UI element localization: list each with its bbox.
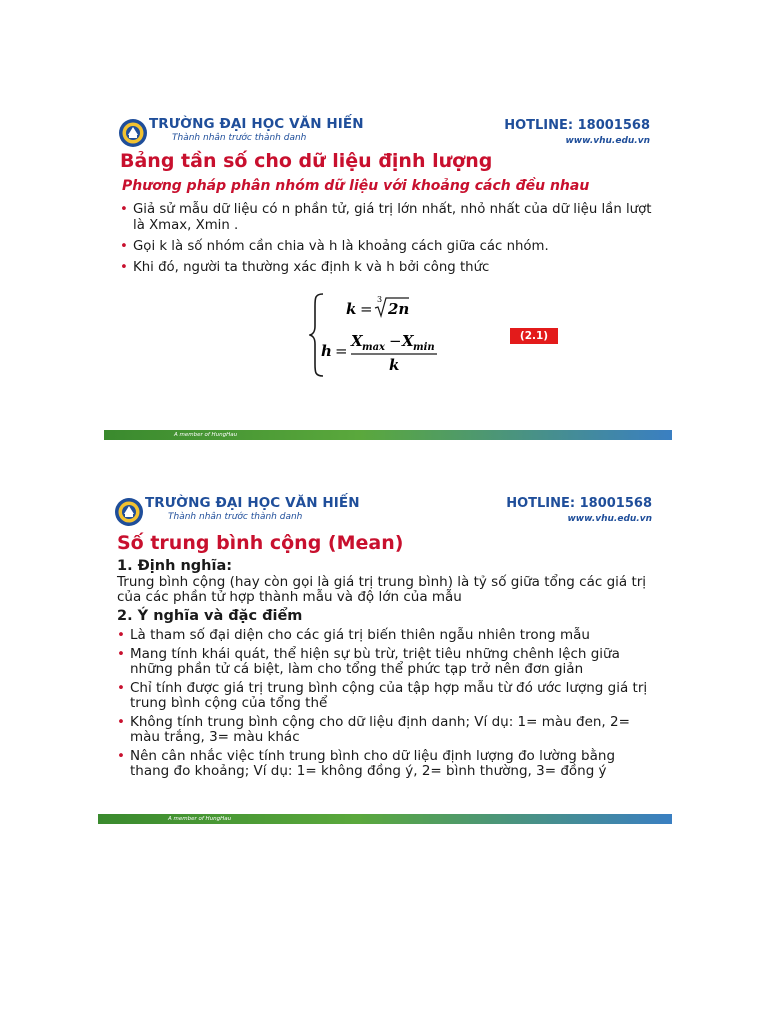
formula-root-radicand: 2n: [388, 300, 410, 318]
footer-bar: [98, 814, 672, 824]
formula-sub-b: min: [413, 342, 435, 353]
formula-equals-1: =: [360, 300, 373, 318]
university-name: TRƯỜNG ĐẠI HỌC VĂN HIẾN: [149, 116, 364, 132]
university-name: TRƯỜNG ĐẠI HỌC VĂN HIẾN: [145, 495, 360, 511]
slide-subtitle: Phương pháp phân nhóm dữ liệu với khoảng cách đều nhau: [122, 178, 590, 194]
hotline: HOTLINE: 18001568: [504, 118, 650, 133]
formula-numerator-b: X: [402, 332, 414, 350]
website-link[interactable]: www.vhu.edu.vn: [567, 514, 652, 524]
curly-brace: [310, 294, 323, 376]
bullet-item: • Không tính trung bình cộng cho dữ liệu định danh; Ví dụ: 1= màu đen, 2= màu trắng, 3= màu khác: [117, 715, 655, 746]
bullet-item: • Chỉ tính được giá trị trung bình cộng của tập hợp mẫu từ đó ước lượng giá trị trung bình cộng của tổng thể: [117, 681, 655, 712]
slide-title: Số trung bình cộng (Mean): [117, 532, 404, 554]
bullet-item: • Mang tính khái quát, thể hiện sự bù trừ, triệt tiêu những chênh lệch giữa những phần tử cá biệt, làm cho tổng thể phức tạp trở nên đơn giản: [117, 647, 655, 678]
bullet-item: • Gọi k là số nhóm cần chia và h là khoảng cách giữa các nhóm.: [120, 239, 660, 255]
formula-h-lhs: h: [321, 342, 332, 360]
university-logo-icon: [118, 118, 148, 148]
bullet-item: • Nên cân nhắc việc tính trung bình cho dữ liệu định lượng đo lường bằng thang đo khoảng; Ví dụ: 1= không đồng ý, 2= bình thường, 3= đồng ý: [117, 749, 655, 780]
hotline: HOTLINE: 18001568: [506, 496, 652, 511]
equation-label: (2.1): [510, 328, 558, 344]
university-slogan: Thành nhân trước thành danh: [168, 512, 303, 522]
slide-1: [104, 112, 672, 442]
bullet-list: [120, 202, 660, 281]
definition-text: Trung bình cộng (hay còn gọi là giá trị trung bình) là tỷ số giữa tổng các giá trị của các phần tử hợp thành mẫu và độ lớn của mẫu: [117, 574, 647, 605]
formula-denominator: k: [389, 356, 400, 374]
university-logo-icon: [114, 497, 144, 527]
website-link[interactable]: www.vhu.edu.vn: [565, 136, 650, 146]
formula-numerator-a: X: [351, 332, 363, 350]
bullet-item: • Là tham số đại diện cho các giá trị biến thiên ngẫu nhiên trong mẫu: [117, 628, 655, 644]
footer-text: A member of HungHau: [168, 816, 232, 822]
formula-sub-a: max: [362, 342, 386, 353]
footer-text: A member of HungHau: [174, 432, 238, 438]
bullet-item: • Giả sử mẫu dữ liệu có n phần tử, giá trị lớn nhất, nhỏ nhất của dữ liệu lần lượt là Xmax, Xmin .: [120, 202, 660, 234]
formula-k-lhs: k: [346, 300, 357, 318]
footer-bar: [104, 430, 672, 440]
formula-equals-2: =: [335, 342, 348, 360]
section-heading-definition: 1. Định nghĩa:: [117, 558, 233, 574]
slide-2: [98, 490, 672, 824]
bullet-item: • Khi đó, người ta thường xác định k và h bởi công thức: [120, 260, 660, 276]
section-heading-meaning: 2. Ý nghĩa và đặc điểm: [117, 608, 303, 624]
slide-title: Bảng tần số cho dữ liệu định lượng: [120, 150, 493, 172]
formula-minus: −: [389, 332, 402, 350]
bullet-list: [117, 628, 655, 783]
formula-root-index: 3: [377, 295, 383, 304]
university-slogan: Thành nhân trước thành danh: [172, 133, 307, 143]
